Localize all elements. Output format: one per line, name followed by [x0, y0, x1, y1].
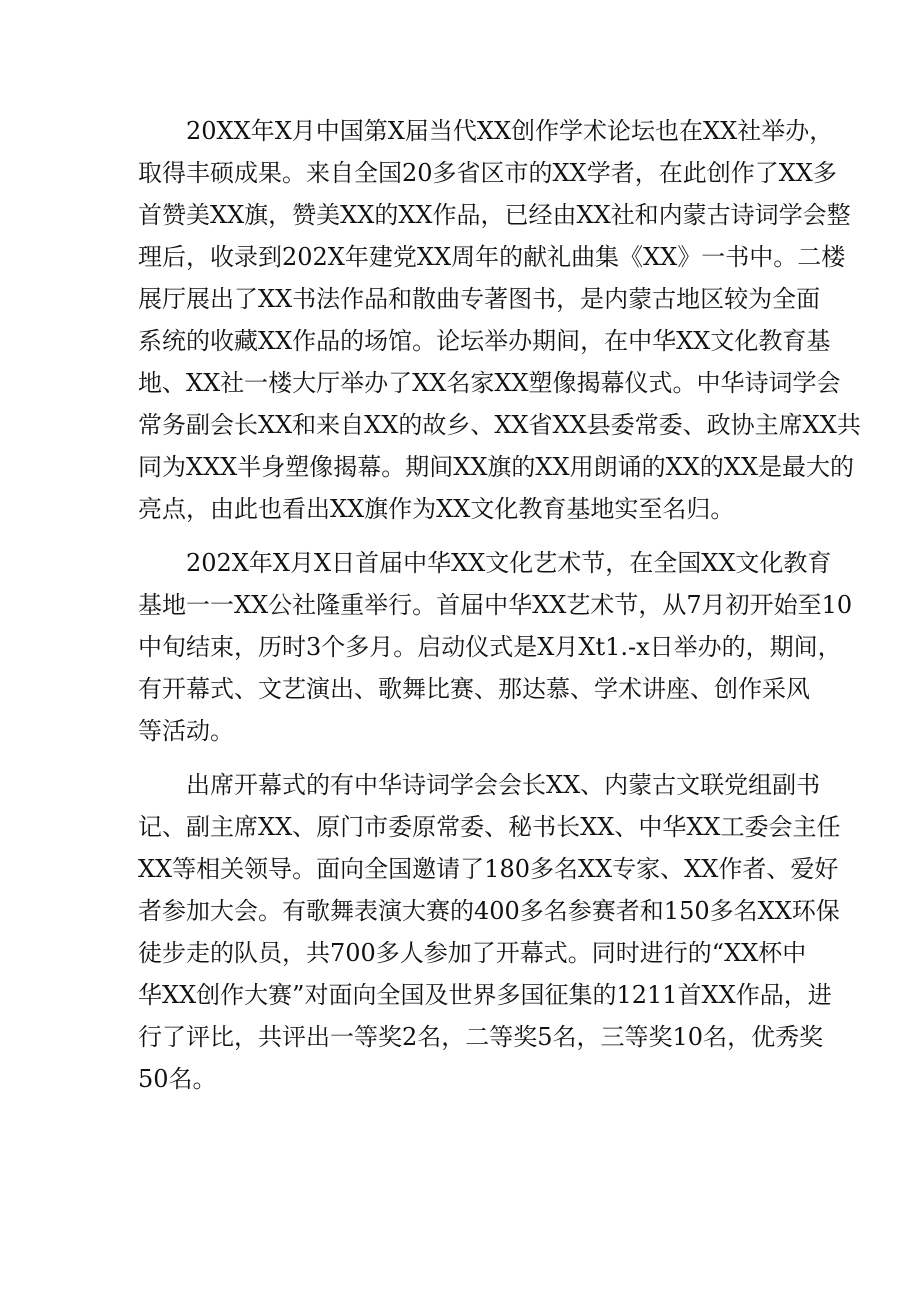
- paragraph-line: 者参加大会。有歌舞表演大赛的400多名参赛者和150多名XX环保: [138, 897, 840, 925]
- document-body: [138, 110, 861, 1100]
- paragraph-line: 中旬结束，历时3个多月。启动仪式是X月Xt1.-x日举办的，期间，: [138, 633, 842, 661]
- paragraph-line: 常务副会长XX和来自XX的故乡、XX省XX县委常委、政协主席XX共: [138, 411, 861, 439]
- paragraph-line: 有开幕式、文艺演出、歌舞比赛、那达慕、学术讲座、创作采风: [138, 675, 810, 703]
- paragraph-line: 20XX年X月中国第X届当代XX创作学术论坛也在XX社举办，: [186, 117, 834, 145]
- paragraph-festival: [138, 542, 853, 752]
- paragraph-line: 地、XX社一楼大厅举办了XX名家XX塑像揭幕仪式。中华诗词学会: [138, 369, 841, 397]
- paragraph-line: XX等相关领导。面向全国邀请了180多名XX专家、XX作者、爱好: [138, 855, 839, 883]
- paragraph-opening-ceremony: [138, 764, 841, 1100]
- paragraph-line: 华XX创作大赛”对面向全国及世界多国征集的1211首XX作品，进: [138, 981, 832, 1009]
- paragraph-gap: [138, 752, 788, 764]
- paragraph-line: 出席开幕式的有中华诗词学会会长XX、内蒙古文联党组副书: [186, 771, 821, 799]
- paragraph-line: 等活动。: [138, 717, 234, 745]
- paragraph-line: 基地一一XX公社隆重举行。首届中华XX艺术节，从7月初开始至10: [138, 591, 853, 619]
- paragraph-forum: [138, 110, 861, 530]
- paragraph-line: 同为XXX半身塑像揭幕。期间XX旗的XX用朗诵的XX的XX是最大的: [138, 453, 854, 481]
- paragraph-line: 亮点，由此也看出XX旗作为XX文化教育基地实至名归。: [138, 495, 735, 523]
- paragraph-line: 202X年X月X日首届中华XX文化艺术节，在全国XX文化教育: [186, 549, 832, 577]
- paragraph-line: 取得丰硕成果。来自全国20多省区市的XX学者，在此创作了XX多: [138, 159, 837, 187]
- paragraph-line: 徒步走的队员，共700多人参加了开幕式。同时进行的“XX杯中: [138, 939, 807, 967]
- paragraph-line: 记、副主席XX、原门市委原常委、秘书长XX、中华XX工委会主任: [138, 813, 841, 841]
- paragraph-line: 50名。: [138, 1065, 217, 1093]
- paragraph-line: 系统的收藏XX作品的场馆。论坛举办期间，在中华XX文化教育基: [138, 327, 831, 355]
- paragraph-gap: [138, 530, 788, 542]
- paragraph-line: 行了评比，共评出一等奖2名，二等奖5名，三等奖10名，优秀奖: [138, 1023, 824, 1051]
- paragraph-line: 首赞美XX旗，赞美XX的XX作品，已经由XX社和内蒙古诗词学会整: [138, 201, 851, 229]
- paragraph-line: 理后，收录到202X年建党XX周年的献礼曲集《XX》一书中。二楼: [138, 243, 846, 271]
- paragraph-line: 展厅展出了XX书法作品和散曲专著图书，是内蒙古地区较为全面: [138, 285, 821, 313]
